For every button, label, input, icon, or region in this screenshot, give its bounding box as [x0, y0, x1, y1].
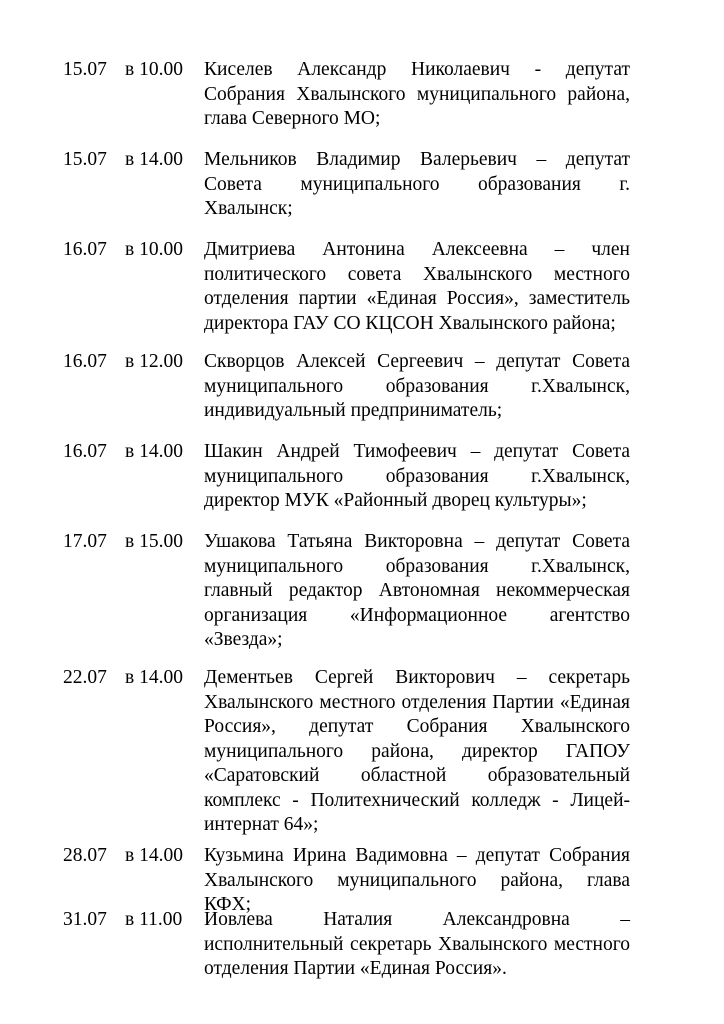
description-line: КФХ; — [204, 894, 252, 915]
description-line: Хвалынского местного отделения Партии «Единая — [204, 691, 630, 713]
description-line: отделения Партии «Единая Россия». — [204, 958, 507, 979]
description-line: Собрания Хвалынского муниципального района, — [204, 83, 630, 105]
entry-time: в 14.00 — [125, 845, 183, 866]
entry-date: 15.07 — [63, 59, 107, 80]
description-line: глава Северного МО; — [204, 108, 381, 129]
entry-description — [204, 844, 630, 918]
description-line: муниципального образования г.Хвалынск, — [204, 375, 630, 397]
entry-time: в 14.00 — [125, 149, 183, 170]
description-line: муниципального района, директор ГАПОУ — [204, 740, 630, 762]
entry-time: в 11.00 — [125, 909, 183, 930]
description-line: индивидуальный предприниматель; — [204, 400, 503, 421]
entry-date: 28.07 — [63, 845, 107, 866]
description-line: Россия», депутат Собрания Хвалынского — [204, 716, 630, 737]
entry-date: 31.07 — [63, 909, 107, 930]
description-line: главный редактор Автономная некоммерческая — [204, 580, 630, 601]
description-line: организация «Информационное агентство — [204, 604, 630, 626]
entry-date: 17.07 — [63, 531, 107, 552]
entry-description — [204, 148, 630, 222]
description-line: «Саратовский областной образовательный — [204, 765, 630, 786]
description-line: политического совета Хвалынского местного — [204, 263, 630, 285]
description-line: отделения партии «Единая Россия», заместитель — [204, 288, 630, 309]
description-line: муниципального образования г.Хвалынск, — [204, 555, 630, 577]
entry-time: в 15.00 — [125, 531, 183, 552]
description-line: директор МУК «Районный дворец культуры»; — [204, 490, 587, 511]
description-line: интернат 64»; — [204, 814, 319, 835]
entry-time: в 10.00 — [125, 239, 183, 260]
entry-date: 15.07 — [63, 149, 107, 170]
entry-description — [204, 58, 630, 132]
description-line: исполнительный секретарь Хвалынского местного — [204, 933, 630, 955]
description-line: Кузьмина Ирина Вадимовна – депутат Собрания — [204, 845, 630, 866]
description-line: Хвалынск; — [204, 198, 293, 219]
description-line: Иовлева Наталия Александровна – — [204, 909, 630, 930]
entry-date: 22.07 — [63, 667, 107, 688]
description-line: Киселев Александр Николаевич - депутат — [204, 59, 630, 80]
description-line: Совета муниципального образования г. — [204, 173, 630, 195]
description-line: директора ГАУ СО КЦСОН Хвалынского района; — [204, 312, 616, 334]
description-line: «Звезда»; — [204, 629, 283, 650]
entry-time: в 14.00 — [125, 667, 183, 688]
description-line: Хвалынского муниципального района, глава — [204, 869, 630, 891]
entry-date: 16.07 — [63, 351, 107, 372]
description-line: муниципального образования г.Хвалынск, — [204, 465, 630, 487]
entry-date: 16.07 — [63, 239, 107, 260]
description-line: комплекс - Политехнический колледж - Лицей- — [204, 789, 630, 811]
entry-description — [204, 238, 630, 336]
description-line: Дементьев Сергей Викторович – секретарь — [204, 667, 630, 688]
entry-time: в 14.00 — [125, 441, 183, 462]
description-line: Шакин Андрей Тимофеевич – депутат Совета — [204, 441, 630, 462]
entry-description — [204, 530, 630, 653]
description-line: Скворцов Алексей Сергеевич – депутат Совета — [204, 351, 630, 372]
entry-description — [204, 666, 630, 838]
entry-description — [204, 440, 630, 514]
entry-description — [204, 908, 630, 982]
entry-time: в 10.00 — [125, 59, 183, 80]
entry-date: 16.07 — [63, 441, 107, 462]
description-line: Дмитриева Антонина Алексеевна – член — [204, 239, 630, 260]
description-line: Мельников Владимир Валерьевич – депутат — [204, 149, 630, 170]
description-line: Ушакова Татьяна Викторовна – депутат Совета — [204, 531, 630, 552]
entry-time: в 12.00 — [125, 351, 183, 372]
entry-description — [204, 350, 630, 424]
